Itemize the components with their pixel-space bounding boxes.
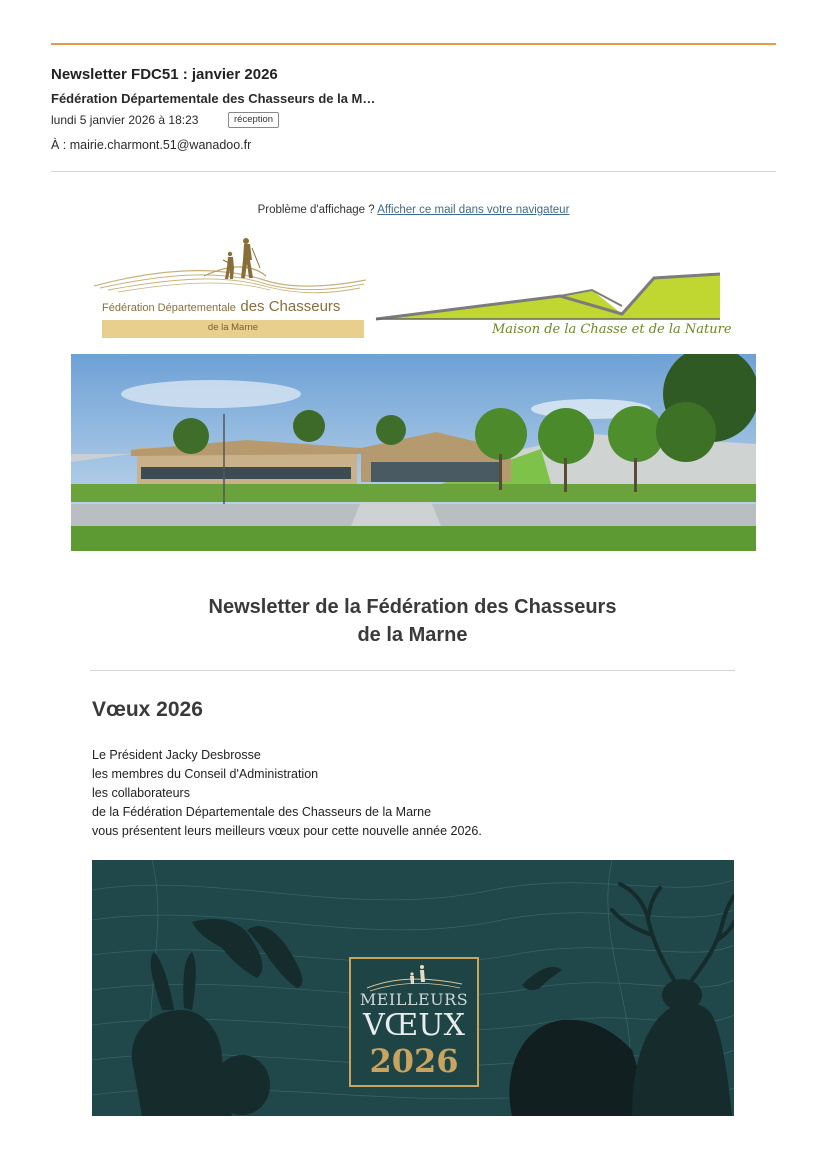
greetings-card-image bbox=[92, 860, 734, 1116]
section-divider bbox=[90, 670, 735, 671]
display-problem-text: Problème d'affichage ? bbox=[257, 204, 375, 216]
meta-divider bbox=[51, 171, 776, 172]
greeting-line: les membres du Conseil d'Administration bbox=[92, 767, 319, 781]
card-year: 2026 bbox=[369, 1042, 459, 1080]
greeting-line: vous présentent leurs meilleurs vœux pour cette nouvelle année 2026. bbox=[92, 824, 482, 838]
fdc-logo bbox=[94, 236, 366, 342]
fdc-logo-line1-big: des Chasseurs bbox=[240, 298, 341, 315]
email-recipient: À : mairie.charmont.51@wanadoo.fr bbox=[51, 138, 252, 152]
card-word-voeux: VŒUX bbox=[363, 1008, 465, 1043]
greeting-line: de la Fédération Départementale des Chasseurs de la Marne bbox=[92, 805, 432, 819]
newsletter-title-line1: Newsletter de la Fédération des Chasseurs bbox=[208, 596, 617, 618]
newsletter-title bbox=[90, 593, 735, 649]
display-problem-line bbox=[0, 204, 827, 216]
building-banner-image bbox=[71, 354, 756, 551]
newsletter-title-line2: de la Marne bbox=[357, 624, 468, 646]
header-divider bbox=[51, 43, 776, 45]
fdc-logo-line2: de la Marne bbox=[207, 322, 259, 333]
mailbox-tag[interactable]: réception bbox=[228, 112, 279, 128]
fdc-logo-line1: Fédération Départementale bbox=[102, 302, 236, 314]
building-banner-graphic bbox=[71, 354, 756, 551]
greeting-text bbox=[92, 746, 482, 841]
greeting-line: Le Président Jacky Desbrosse bbox=[92, 748, 261, 762]
email-sender: Fédération Départementale des Chasseurs de la M… bbox=[51, 91, 376, 106]
card-word-meilleurs: MEILLEURS bbox=[359, 990, 469, 1009]
maison-logo bbox=[372, 266, 732, 344]
section-title: Vœux 2026 bbox=[92, 698, 203, 721]
maison-logo-text: Maison de la Chasse et de la Nature bbox=[492, 322, 732, 337]
greeting-line: les collaborateurs bbox=[92, 786, 190, 800]
fdc-logo-title bbox=[102, 298, 340, 316]
email-date: lundi 5 janvier 2026 à 18:23 bbox=[51, 113, 199, 127]
view-in-browser-link[interactable]: Afficher ce mail dans votre navigateur bbox=[377, 204, 570, 216]
email-subject: Newsletter FDC51 : janvier 2026 bbox=[51, 66, 278, 83]
